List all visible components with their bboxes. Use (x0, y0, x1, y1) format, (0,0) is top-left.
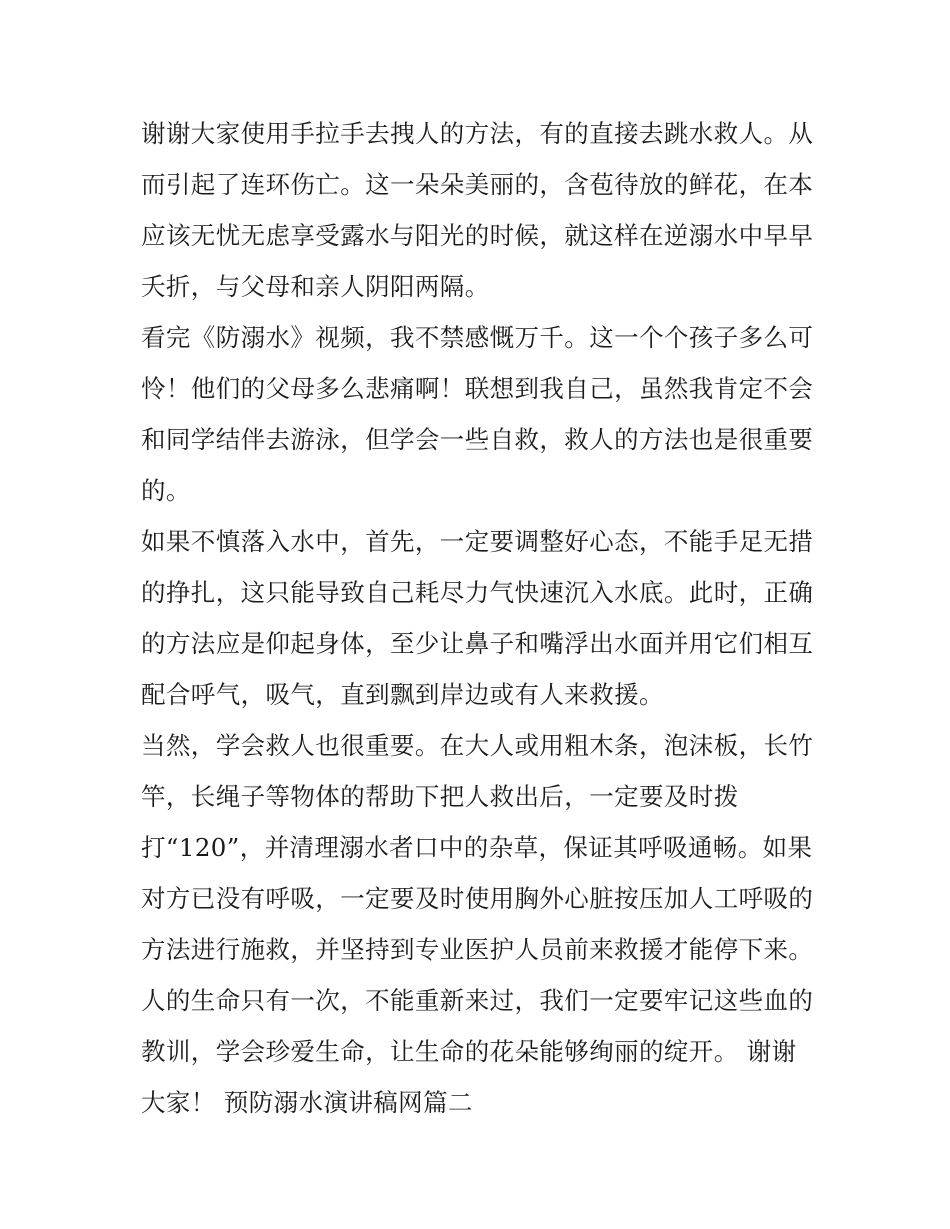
text-line: 大家！ 预防溺水演讲稿网篇二 (141, 1088, 473, 1117)
text-line: 谢谢大家使用手拉手去拽人的方法，有的直接去跳水救人。从 (141, 119, 814, 148)
document-body (141, 108, 821, 1128)
text-line: 教训，学会珍爱生命，让生命的花朵能够绚丽的绽开。 谢谢 (141, 1037, 797, 1066)
text-line: 如果不慎落入水中，首先，一定要调整好心态，不能手足无措 (141, 527, 814, 556)
text-line: 的。 (141, 476, 191, 505)
text-line: 打“120”，并清理溺水者口中的杂草，保证其呼吸通畅。如果 (141, 833, 813, 862)
text-line: 怜！他们的父母多么悲痛啊！联想到我自己，虽然我肯定不会 (141, 374, 814, 403)
text-line: 人的生命只有一次，不能重新来过，我们一定要牢记这些血的 (141, 986, 814, 1015)
text-line: 的方法应是仰起身体，至少让鼻子和嘴浮出水面并用它们相互 (141, 629, 814, 658)
text-line: 应该无忧无虑享受露水与阳光的时候，就这样在逆溺水中早早 (141, 221, 814, 250)
text-line: 和同学结伴去游泳，但学会一些自救，救人的方法也是很重要 (141, 425, 814, 454)
text-line: 的挣扎，这只能导致自己耗尽力气快速沉入水底。此时，正确 (141, 578, 814, 607)
text-line: 对方已没有呼吸，一定要及时使用胸外心脏按压加人工呼吸的 (141, 884, 814, 913)
text-line: 看完《防溺水》视频，我不禁感慨万千。这一个个孩子多么可 (141, 323, 814, 352)
text-line: 方法进行施救，并坚持到专业医护人员前来救援才能停下来。 (141, 935, 814, 964)
text-line: 配合呼气，吸气，直到飘到岸边或有人来救援。 (141, 680, 664, 709)
text-line: 夭折，与父母和亲人阴阳两隔。 (141, 272, 490, 301)
text-line: 竿，长绳子等物体的帮助下把人救出后，一定要及时拨 (141, 782, 739, 811)
text-line: 当然，学会救人也很重要。在大人或用粗木条，泡沫板，长竹 (141, 731, 814, 760)
text-line: 而引起了连环伤亡。这一朵朵美丽的，含苞待放的鲜花，在本 (141, 170, 814, 199)
